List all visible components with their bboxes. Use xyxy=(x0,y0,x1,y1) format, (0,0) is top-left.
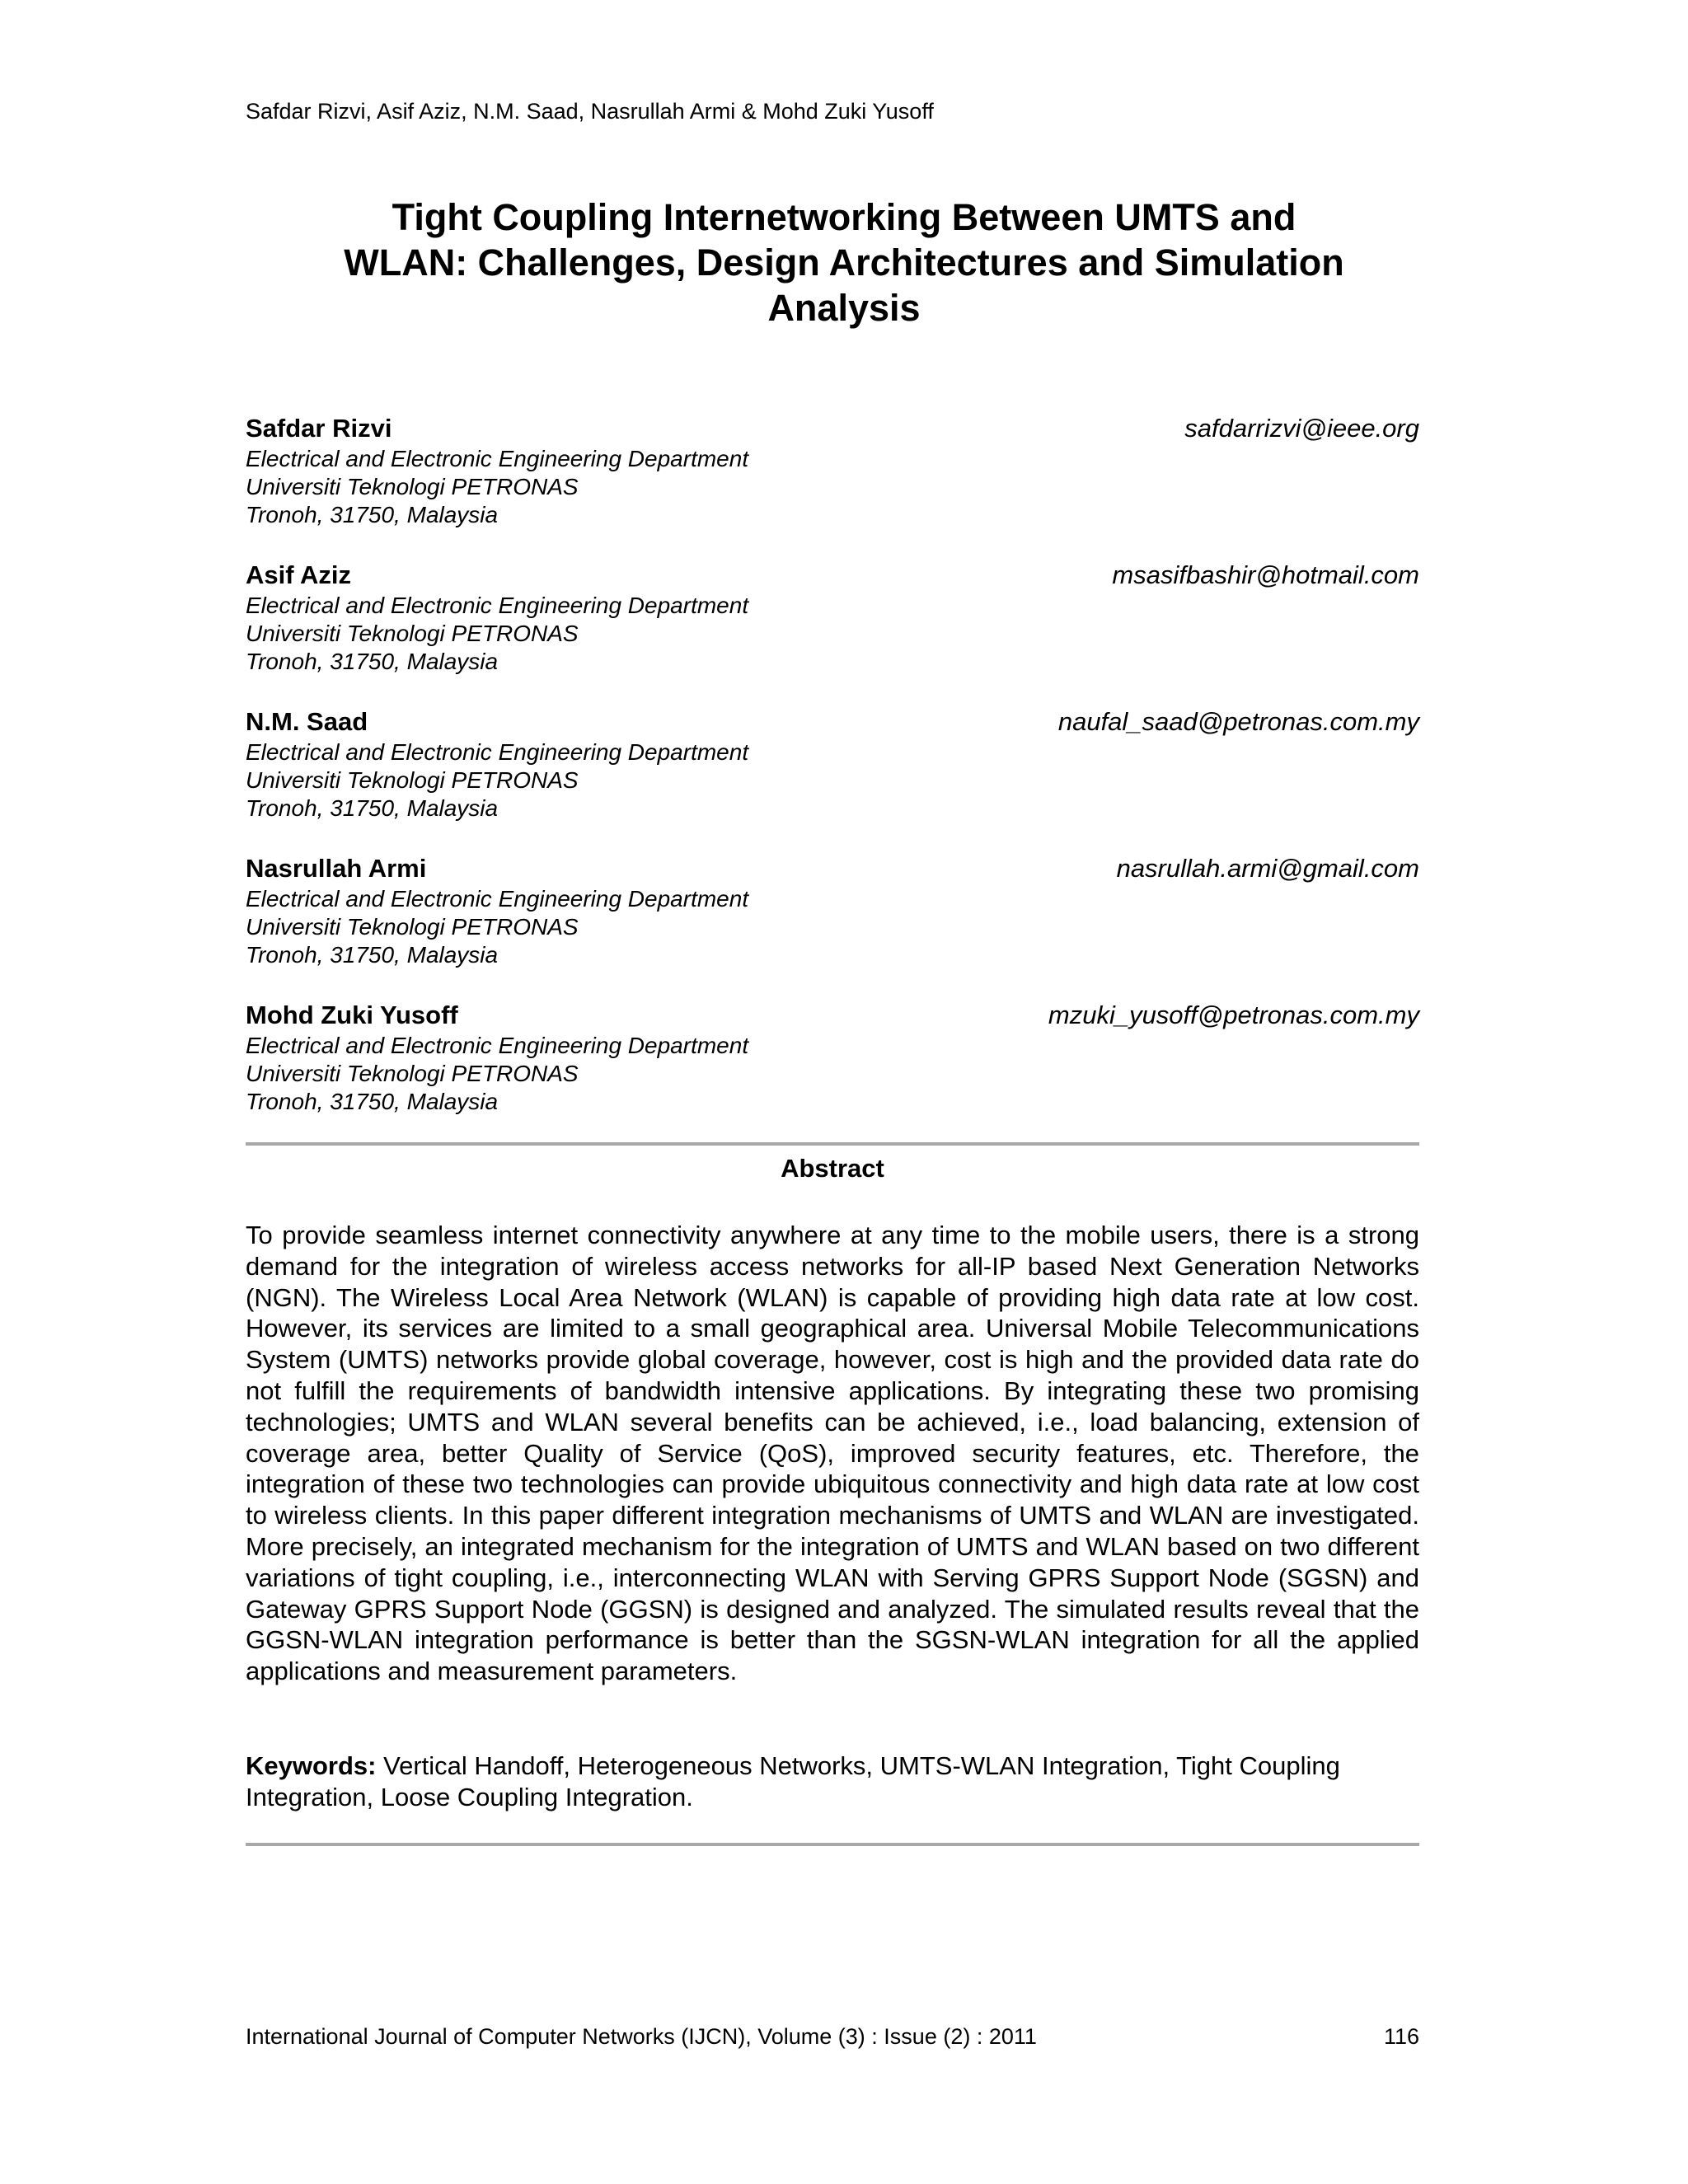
author-department: Electrical and Electronic Engineering Department xyxy=(246,886,749,912)
author-email[interactable]: nasrullah.armi@gmail.com xyxy=(1116,854,1419,883)
keywords xyxy=(246,1750,1419,1813)
author-block-4 xyxy=(246,852,1419,969)
keywords-label: Keywords: xyxy=(246,1751,384,1780)
page-number: 116 xyxy=(1383,2024,1419,2049)
author-university: Universiti Teknologi PETRONAS xyxy=(246,474,579,499)
author-block-3 xyxy=(246,705,1419,823)
author-block-2 xyxy=(246,559,1419,676)
author-department: Electrical and Electronic Engineering Department xyxy=(246,593,749,618)
author-university: Universiti Teknologi PETRONAS xyxy=(246,1061,579,1086)
abstract-heading: Abstract xyxy=(781,1154,884,1183)
author-university: Universiti Teknologi PETRONAS xyxy=(246,914,579,940)
journal-citation: International Journal of Computer Networks (IJCN), Volume (3) : Issue (2) : 2011 xyxy=(246,2024,1037,2049)
author-name: N.M. Saad xyxy=(246,707,368,736)
author-email[interactable]: safdarrizvi@ieee.org xyxy=(1184,414,1419,443)
author-email[interactable]: msasifbashir@hotmail.com xyxy=(1112,560,1419,589)
author-email[interactable]: naufal_saad@petronas.com.my xyxy=(1057,707,1419,736)
top-divider xyxy=(246,1142,1419,1146)
author-location: Tronoh, 31750, Malaysia xyxy=(246,795,499,821)
running-header: Safdar Rizvi, Asif Aziz, N.M. Saad, Nasrullah Armi & Mohd Zuki Yusoff xyxy=(246,99,934,124)
abstract-body: To provide seamless internet connectivity anywhere at any time to the mobile users, there is a strong demand for the integration of wireless access networks for all-IP based Next Generation Networks (NGN). The Wireless Local Area Network (WLAN) is capable of providing high data rate at low cost. However, its services are limited to a small geographical area. Universal Mobile Telecommunications System (UMTS) networks provide global coverage, however, cost is high and the provided data rate do not fulfill the requirements of bandwidth intensive applications. By integrating these two promising technologies; UMTS and WLAN several benefits can be achieved, i.e., load balancing, extension of coverage area, better Quality of Service (QoS), improved security features, etc. Therefore, the integration of these two technologies can provide ubiquitous connectivity and high data rate at low cost to wireless clients. In this paper different integration mechanisms of UMTS and WLAN are investigated. More precisely, an integrated mechanism for the integration of UMTS and WLAN based on two different variations of tight coupling, i.e., interconnecting WLAN with Serving GPRS Support Node (SGSN) and Gateway GPRS Support Node (GGSN) is designed and analyzed. The simulated results reveal that the GGSN-WLAN integration performance is better than the SGSN-WLAN integration for all the applied applications and measurement parameters. xyxy=(246,1221,1419,1686)
author-location: Tronoh, 31750, Malaysia xyxy=(246,649,499,674)
author-department: Electrical and Electronic Engineering Department xyxy=(246,446,749,471)
bottom-divider xyxy=(246,1843,1419,1846)
author-email[interactable]: mzuki_yusoff@petronas.com.my xyxy=(1048,1001,1419,1029)
author-department: Electrical and Electronic Engineering Department xyxy=(246,1033,749,1058)
title-line-1: Tight Coupling Internetworking Between UMTS and xyxy=(392,196,1296,238)
author-location: Tronoh, 31750, Malaysia xyxy=(246,942,499,968)
author-name: Asif Aziz xyxy=(246,560,352,589)
author-university: Universiti Teknologi PETRONAS xyxy=(246,621,579,646)
author-name: Safdar Rizvi xyxy=(246,414,392,443)
title-line-3: Analysis xyxy=(767,287,921,329)
title-line-2: WLAN: Challenges, Design Architectures and Simulation xyxy=(344,241,1344,284)
page-footer xyxy=(246,2022,1419,2050)
author-block-5 xyxy=(246,999,1419,1116)
author-name: Nasrullah Armi xyxy=(246,854,427,883)
author-location: Tronoh, 31750, Malaysia xyxy=(246,502,499,527)
author-name: Mohd Zuki Yusoff xyxy=(246,1001,458,1029)
author-university: Universiti Teknologi PETRONAS xyxy=(246,767,579,793)
author-location: Tronoh, 31750, Malaysia xyxy=(246,1089,499,1114)
author-department: Electrical and Electronic Engineering Department xyxy=(246,739,749,765)
author-block-1 xyxy=(246,412,1419,529)
paper-title xyxy=(247,194,1441,330)
keywords-text: Vertical Handoff, Heterogeneous Networks, UMTS-WLAN Integration, Tight Coupling Integration, Loose Coupling Integration. xyxy=(246,1751,1340,1811)
